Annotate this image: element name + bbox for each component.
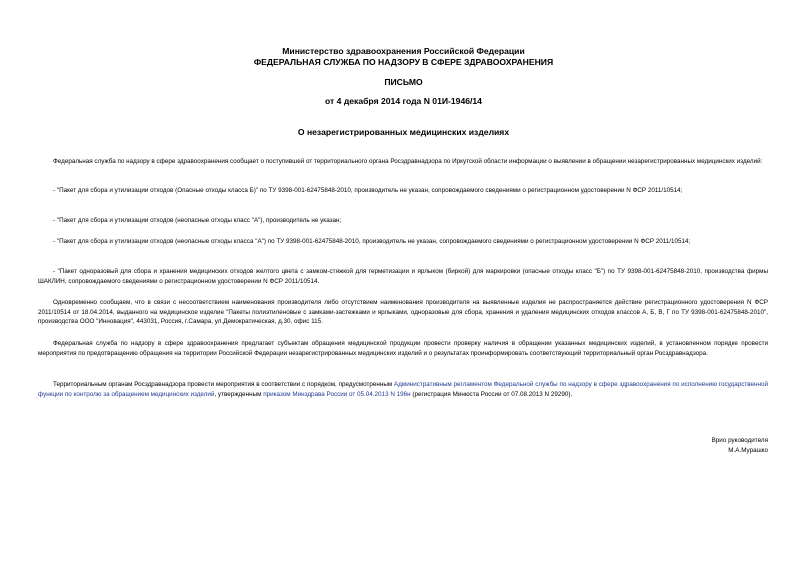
list-item-4: - "Пакет одноразовый для сбора и хранения медицинских отходов желтого цвета с замком-стяжкой для герметизации и ярлыком (биркой) для маркировки (опасные отходы класс "Б") по ТУ 9398-001-62475848-2010, производства фирмы ШАКЛИН, сопровождаемого сведениями о регистрационном удостоверении N ФСР 2011/10514.	[38, 268, 768, 285]
document-date-number: от 4 декабря 2014 года N 01И-1946/14	[325, 96, 482, 106]
list-item-1: - "Пакет для сбора и утилизации отходов (Опасные отходы класса Б)" по ТУ 9398-001-62475848-2010, производитель не указан, сопровождаемого сведениями о регистрационном удостоверении N ФСР 2011/10514;	[53, 187, 683, 194]
signatory-name: М.А.Мурашко	[728, 446, 768, 454]
paragraph-intro: Федеральная служба по надзору в сфере здравоохранения сообщает о поступившей от территориального органа Росздравнадзора по Иркутской области информации о выявлении в обращении незарегистрированных медицинских изделий:	[53, 158, 763, 165]
paragraph-instruction: Территориальным органам Росздравнадзора провести мероприятия в соответствии с порядком, предусмотренным Административным регламентом Федеральной службы по надзору в сфере здравоохранения по исполнению государственной функции по контролю за обращением медицинских изделий, утвержденным приказом Минздрава России от 05.04.2013 N 196н (регистрация Минюста России от 07.08.2013 N 29290).	[38, 381, 769, 398]
agency-name: ФЕДЕРАЛЬНАЯ СЛУЖБА ПО НАДЗОРУ В СФЕРЕ ЗДРАВООХРАНЕНИЯ	[253, 57, 554, 67]
list-item-3: - "Пакет для сбора и утилизации отходов (неопасные отходы класса "А") по ТУ 9398-001-62475848-2010, производитель не указан, сопровождаемого сведениями о регистрационном удостоверении N ФСР 2011/10514;	[53, 238, 691, 245]
regulation-link[interactable]: Административным регламентом Федеральной службы по надзору в сфере здравоохранения по исполнению государственной функции по контролю за обращением медицинских изделий	[38, 381, 769, 398]
list-item-2: - "Пакет для сбора и утилизации отходов (неопасные отходы класс "А"), производитель не указан;	[53, 217, 342, 224]
signatory-position: Врио руководителя	[711, 437, 768, 444]
signature-block	[568, 436, 768, 455]
paragraph-notice: Одновременно сообщаем, что в связи с несоответствием наименования производителя либо отсутствием наименования производителя на выявленные изделия не распространяется действие регистрационного удостоверения N ФСР 2011/10514 от 18.04.2014, выданного на медицинское изделие "Пакеты полиэтиленовые с замками-застежками и ярлыками, одноразовые для сбора, хранения и удаления медицинских отходов классов А, Б, В, Г по ТУ 9398-001-62475848-2010", производства ООО "Инновация", 443031, Россия, г.Самара, ул.Демократическая, д.30, офис 115.	[38, 299, 768, 326]
order-link[interactable]: приказом Минздрава России от 05.04.2013 N 196н	[263, 390, 411, 398]
paragraph-proposal: Федеральная служба по надзору в сфере здравоохранения предлагает субъектам обращения медицинской продукции провести проверку наличия в обращении указанных медицинских изделий, в установленном порядке провести мероприятия по предотвращению обращения на территории Российской Федерации незарегистрированных медицинских изделий и о результатах проинформировать соответствующий территориальный орган Росздравнадзора.	[38, 340, 768, 357]
document-header	[0, 46, 807, 68]
document-subject: О незарегистрированных медицинских изделиях	[297, 127, 510, 137]
ministry-name: Министерство здравоохранения Российской Федерации	[282, 46, 525, 56]
document-type: ПИСЬМО	[384, 77, 423, 87]
